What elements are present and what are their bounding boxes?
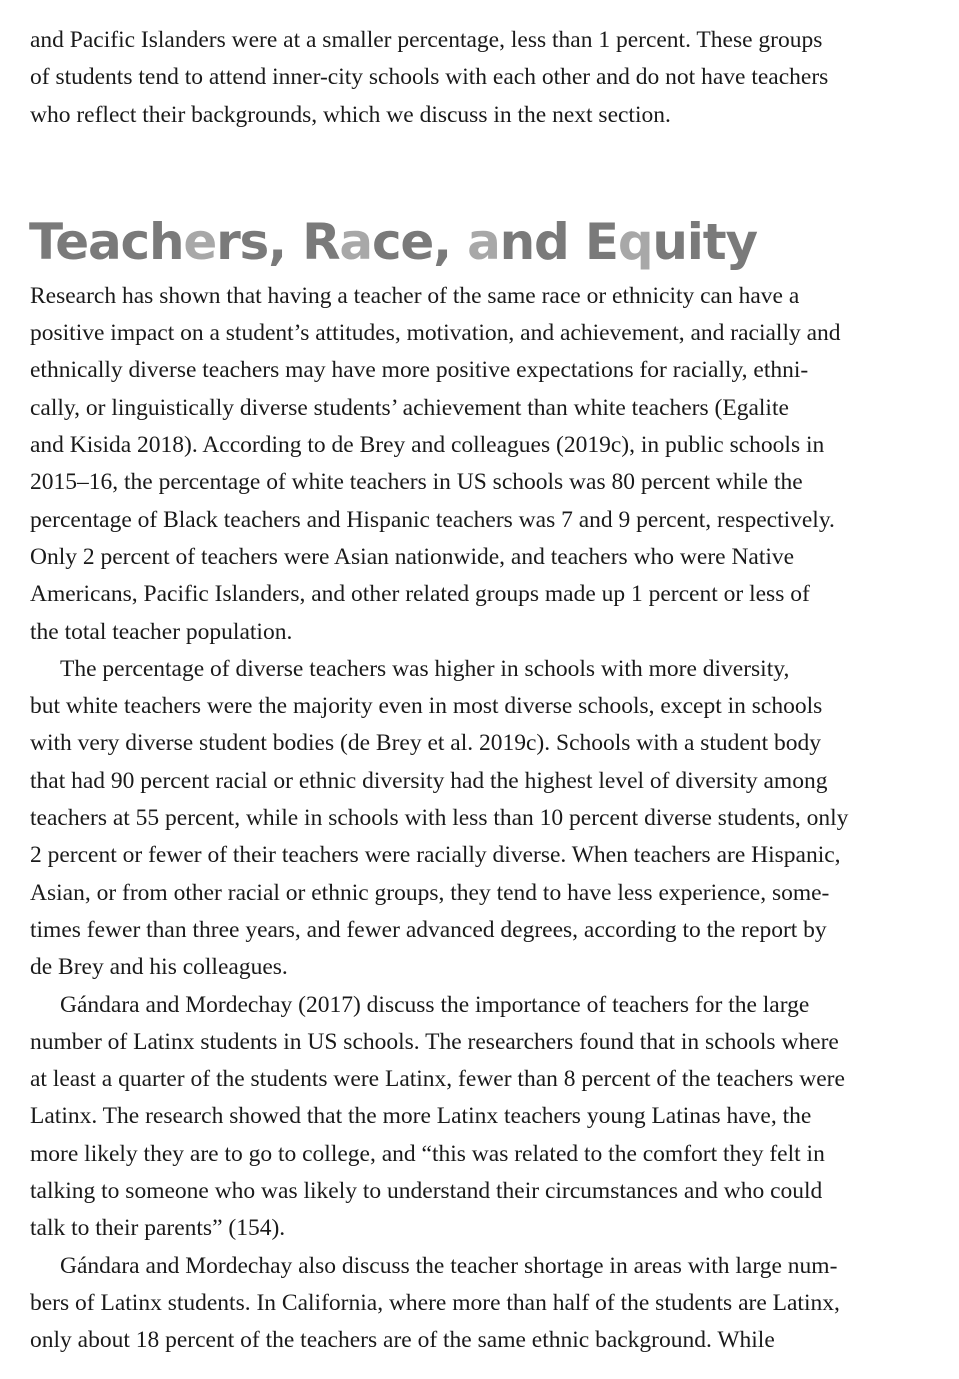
heading-part: uity <box>652 212 757 271</box>
text-line: Asian, or from other racial or ethnic groups, they tend to have less experience, some- <box>30 879 830 906</box>
heading-part: e <box>183 212 217 271</box>
section-heading <box>29 212 938 272</box>
text-line: Latinx. The research showed that the more Latinx teachers young Latinas have, the <box>30 1103 812 1130</box>
text-line: 2015–16, the percentage of white teachers in US schools was 80 percent while the <box>30 469 803 496</box>
heading-part: a <box>339 212 372 271</box>
body-paragraph-2 <box>30 651 938 987</box>
heading-part: q <box>617 212 653 271</box>
text-line: Research has shown that having a teacher of the same race or ethnicity can have a <box>30 282 800 309</box>
text-line: 2 percent or fewer of their teachers were racially diverse. When teachers are Hispanic, <box>30 842 841 869</box>
heading-part: ce, <box>371 212 468 271</box>
text-line: and Kisida 2018). According to de Brey and colleagues (2019c), in public schools in <box>30 432 825 459</box>
page <box>30 22 938 1360</box>
text-line: bers of Latinx students. In California, where more than half of the students are Latinx, <box>30 1289 840 1316</box>
intro-line: who reflect their backgrounds, which we discuss in the next section. <box>30 101 671 128</box>
text-line: Gándara and Mordechay (2017) discuss the importance of teachers for the large <box>60 991 810 1018</box>
text-line: the total teacher population. <box>30 618 293 645</box>
heading-part: a <box>467 212 500 271</box>
body-paragraph-1 <box>30 278 938 651</box>
text-line: with very diverse student bodies (de Brey et al. 2019c). Schools with a student body <box>30 730 822 757</box>
text-line: that had 90 percent racial or ethnic diversity had the highest level of diversity among <box>30 767 828 794</box>
heading-part: rs, R <box>216 212 340 271</box>
text-line: The percentage of diverse teachers was higher in schools with more diversity, <box>60 655 790 682</box>
text-line: teachers at 55 percent, while in schools with less than 10 percent diverse students, only <box>30 805 849 832</box>
text-line: more likely they are to go to college, and “this was related to the comfort they felt in <box>30 1140 825 1167</box>
intro-line: and Pacific Islanders were at a smaller percentage, less than 1 percent. These groups <box>30 27 823 53</box>
intro-line: of students tend to attend inner-city schools with each other and do not have teachers <box>30 64 829 91</box>
body-paragraph-3 <box>30 987 938 1248</box>
text-line: ethnically diverse teachers may have more positive expectations for racially, ethni- <box>30 357 809 384</box>
heading-part: Teach <box>29 212 184 271</box>
text-line: number of Latinx students in US schools. The researchers found that in schools where <box>30 1028 839 1055</box>
text-line: Only 2 percent of teachers were Asian nationwide, and teachers who were Native <box>30 543 795 570</box>
body-paragraph-4 <box>30 1248 938 1360</box>
text-line: Gándara and Mordechay also discuss the teacher shortage in areas with large num- <box>60 1252 838 1279</box>
text-line: percentage of Black teachers and Hispanic teachers was 7 and 9 percent, respectively. <box>30 506 835 533</box>
text-line: cally, or linguistically diverse students’ achievement than white teachers (Egalite <box>30 394 789 421</box>
text-line: de Brey and his colleagues. <box>30 954 288 981</box>
text-line: talking to someone who was likely to understand their circumstances and who could <box>30 1178 823 1205</box>
text-line: times fewer than three years, and fewer advanced degrees, according to the report by <box>30 916 827 943</box>
text-line: talk to their parents” (154). <box>30 1215 286 1242</box>
text-line: at least a quarter of the students were Latinx, fewer than 8 percent of the teachers were <box>30 1066 845 1093</box>
text-line: positive impact on a student’s attitudes, motivation, and achievement, and racially and <box>30 320 841 347</box>
intro-paragraph <box>30 22 938 134</box>
text-line: only about 18 percent of the teachers are of the same ethnic background. While <box>30 1327 775 1354</box>
text-line: but white teachers were the majority even in most diverse schools, except in schools <box>30 693 823 720</box>
heading-part: nd E <box>499 212 618 271</box>
text-line: Americans, Pacific Islanders, and other related groups made up 1 percent or less of <box>30 581 810 608</box>
